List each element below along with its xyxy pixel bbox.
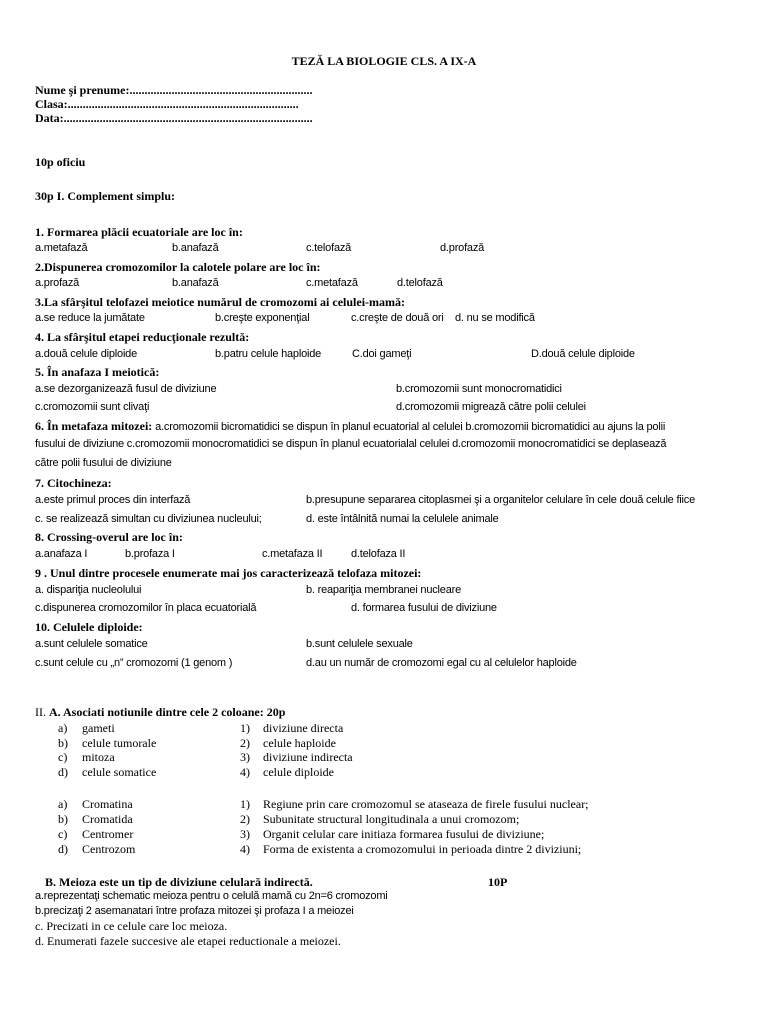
q10-option-a: a.sunt celulele somatice <box>35 638 148 650</box>
match2-row-letter: b) <box>58 812 68 826</box>
match1-row-letter: c) <box>58 750 68 764</box>
q5-option-b: b.cromozomii sunt monocromatidici <box>396 383 562 395</box>
match2-number: 4) <box>240 842 250 856</box>
name-field: Nume şi prenume:............................................................. <box>35 83 313 97</box>
match2-row-letter: d) <box>58 842 68 856</box>
q1-option-b: b.anafază <box>172 242 219 254</box>
q10-option-d: d.au un număr de cromozomi egal cu al celulelor haploide <box>306 657 577 669</box>
q8-option-a: a.anafaza I <box>35 548 88 560</box>
oficiu-points: 10p oficiu <box>35 155 86 169</box>
q2-option-c: c.metafază <box>306 277 358 289</box>
q9-option-c: c.dispunerea cromozomilor în placa ecuatorială <box>35 602 257 614</box>
match2-right-item: Organit celular care initiaza formarea fusului de diviziune; <box>263 827 545 841</box>
q4-option-a: a.două celule diploide <box>35 348 138 360</box>
match2-right-item: Subunitate structural longitudinala a unui cromozom; <box>263 812 520 826</box>
question-8: 8. Crossing-overul are loc în: <box>35 530 183 544</box>
match2-left-item: Centromer <box>82 827 134 841</box>
question-2: 2.Dispunerea cromozomilor la calotele polare are loc în: <box>35 260 321 274</box>
match1-right-item: diviziune directa <box>263 721 344 735</box>
section2b-item-d: d. Enumerati fazele succesive ale etapei reductionale a meiozei. <box>35 934 341 948</box>
section2-heading: A. Asociati notiunile dintre cele 2 coloane: 20p <box>49 705 286 719</box>
match1-number: 3) <box>240 750 250 764</box>
match1-row-letter: d) <box>58 765 68 779</box>
match2-number: 1) <box>240 797 250 811</box>
match2-left-item: Cromatina <box>82 797 133 811</box>
q3-option-b: b.creşte exponenţial <box>215 312 310 324</box>
section1-title: 30p I. Complement simplu: <box>35 189 176 203</box>
q9-option-a: a. dispariţia nucleolului <box>35 584 142 596</box>
section2b-points: 10P <box>488 875 508 889</box>
question-6-label: 6. În metafaza mitozei: <box>35 419 153 433</box>
q2-option-d: d.telofază <box>397 277 443 289</box>
match1-number: 2) <box>240 736 250 750</box>
q7-option-b: b.presupune separarea citoplasmei şi a organitelor celulare în cele două celule fiice <box>306 494 696 506</box>
section2b-item-b: b.precizaţi 2 asemanatari între profaza mitozei şi profaza I a meiozei <box>35 905 354 917</box>
q5-option-c: c.cromozomii sunt clivaţi <box>35 401 150 413</box>
q10-option-c: c.sunt celule cu „n” cromozomi (1 genom ) <box>35 657 233 669</box>
match2-row-letter: a) <box>58 797 68 811</box>
match1-row-letter: a) <box>58 721 68 735</box>
question-5: 5. În anafaza I meiotică: <box>35 365 160 379</box>
q8-option-d: d.telofaza II <box>351 548 406 560</box>
q9-option-d: d. formarea fusului de diviziune <box>351 602 497 614</box>
q2-option-a: a.profază <box>35 277 80 289</box>
q4-option-c: C.doi gameţi <box>352 348 412 360</box>
question-9: 9 . Unul dintre procesele enumerate mai jos caracterizează telofaza mitozei: <box>35 566 422 580</box>
date-field: Data:................................................................................... <box>35 111 313 125</box>
question-6-line-2: fusului de diviziune c.cromozomii monocromatidici se dispun în planul ecuatorialal celulei d.cromozomii monocromatidici se deplasează <box>35 438 667 450</box>
match1-right-item: celule diploide <box>263 765 334 779</box>
section2-prefix: II. <box>35 705 49 719</box>
section2-title <box>35 706 285 718</box>
q4-option-b: b.patru celule haploide <box>215 348 322 360</box>
match1-left-item: mitoza <box>82 750 115 764</box>
match2-left-item: Cromatida <box>82 812 133 826</box>
match2-left-item: Centrozom <box>82 842 136 856</box>
q8-option-b: b.profaza I <box>125 548 175 560</box>
question-1: 1. Formarea plăcii ecuatoriale are loc în: <box>35 225 243 239</box>
question-4: 4. La sfârşitul etapei reducţionale rezultă: <box>35 330 250 344</box>
section2b-title: B. Meioza este un tip de diviziune celulară indirectă. <box>45 875 313 889</box>
q8-option-c: c.metafaza II <box>262 548 323 560</box>
match2-right-item: Regiune prin care cromozomul se ataseaza de firele fusului nuclear; <box>263 797 589 811</box>
match1-right-item: diviziune indirecta <box>263 750 353 764</box>
match1-number: 1) <box>240 721 250 735</box>
match1-left-item: celule somatice <box>82 765 157 779</box>
q1-option-c: c.telofază <box>306 242 352 254</box>
q5-option-d: d.cromozomii migrează către polii celulei <box>396 401 586 413</box>
match1-right-item: celule haploide <box>263 736 336 750</box>
q5-option-a: a.se dezorganizează fusul de diviziune <box>35 383 217 395</box>
q1-option-d: d.profază <box>440 242 485 254</box>
match1-left-item: celule tumorale <box>82 736 157 750</box>
match1-number: 4) <box>240 765 250 779</box>
question-10: 10. Celulele diploide: <box>35 620 143 634</box>
question-6-line-3: către polii fusului de diviziune <box>35 457 172 469</box>
q7-option-c: c. se realizează simultan cu diviziunea nucleului; <box>35 513 262 525</box>
q10-option-b: b.sunt celulele sexuale <box>306 638 413 650</box>
match2-right-item: Forma de existenta a cromozomului in perioada dintre 2 diviziuni; <box>263 842 582 856</box>
match1-row-letter: b) <box>58 736 68 750</box>
q1-option-a: a.metafază <box>35 242 88 254</box>
match2-number: 2) <box>240 812 250 826</box>
question-6-options-1: a.cromozomii bicromatidici se dispun în planul ecuatorial al celulei b.cromozomii bicromatidici au ajuns la polii <box>152 421 666 433</box>
q3-option-a: a.se reduce la jumătate <box>35 312 145 324</box>
q9-option-b: b. reapariţia membranei nucleare <box>306 584 462 596</box>
q7-option-a: a.este primul proces din interfază <box>35 494 191 506</box>
q2-option-b: b.anafază <box>172 277 219 289</box>
match1-left-item: gameti <box>82 721 115 735</box>
question-7: 7. Citochineza: <box>35 476 112 490</box>
match2-row-letter: c) <box>58 827 68 841</box>
q4-option-d: D.două celule diploide <box>531 348 635 360</box>
question-6-line-1 <box>35 420 735 433</box>
class-field: Clasa:............................................................................. <box>35 97 299 111</box>
question-3: 3.La sfârşitul telofazei meiotice numărul de cromozomi ai celulei-mamă: <box>35 295 406 309</box>
q3-option-c: c.creşte de două ori <box>351 312 444 324</box>
q7-option-d: d. este întâlnită numai la celulele animale <box>306 513 499 525</box>
section2b-item-a: a.reprezentaţi schematic meioza pentru o celulă mamă cu 2n=6 cromozomi <box>35 890 388 902</box>
section2b-item-c: c. Precizati in ce celule care loc meioza. <box>35 919 228 933</box>
match2-number: 3) <box>240 827 250 841</box>
page-title: TEZĂ LA BIOLOGIE CLS. A IX-A <box>291 54 477 68</box>
q3-option-d: d. nu se modifică <box>455 312 535 324</box>
